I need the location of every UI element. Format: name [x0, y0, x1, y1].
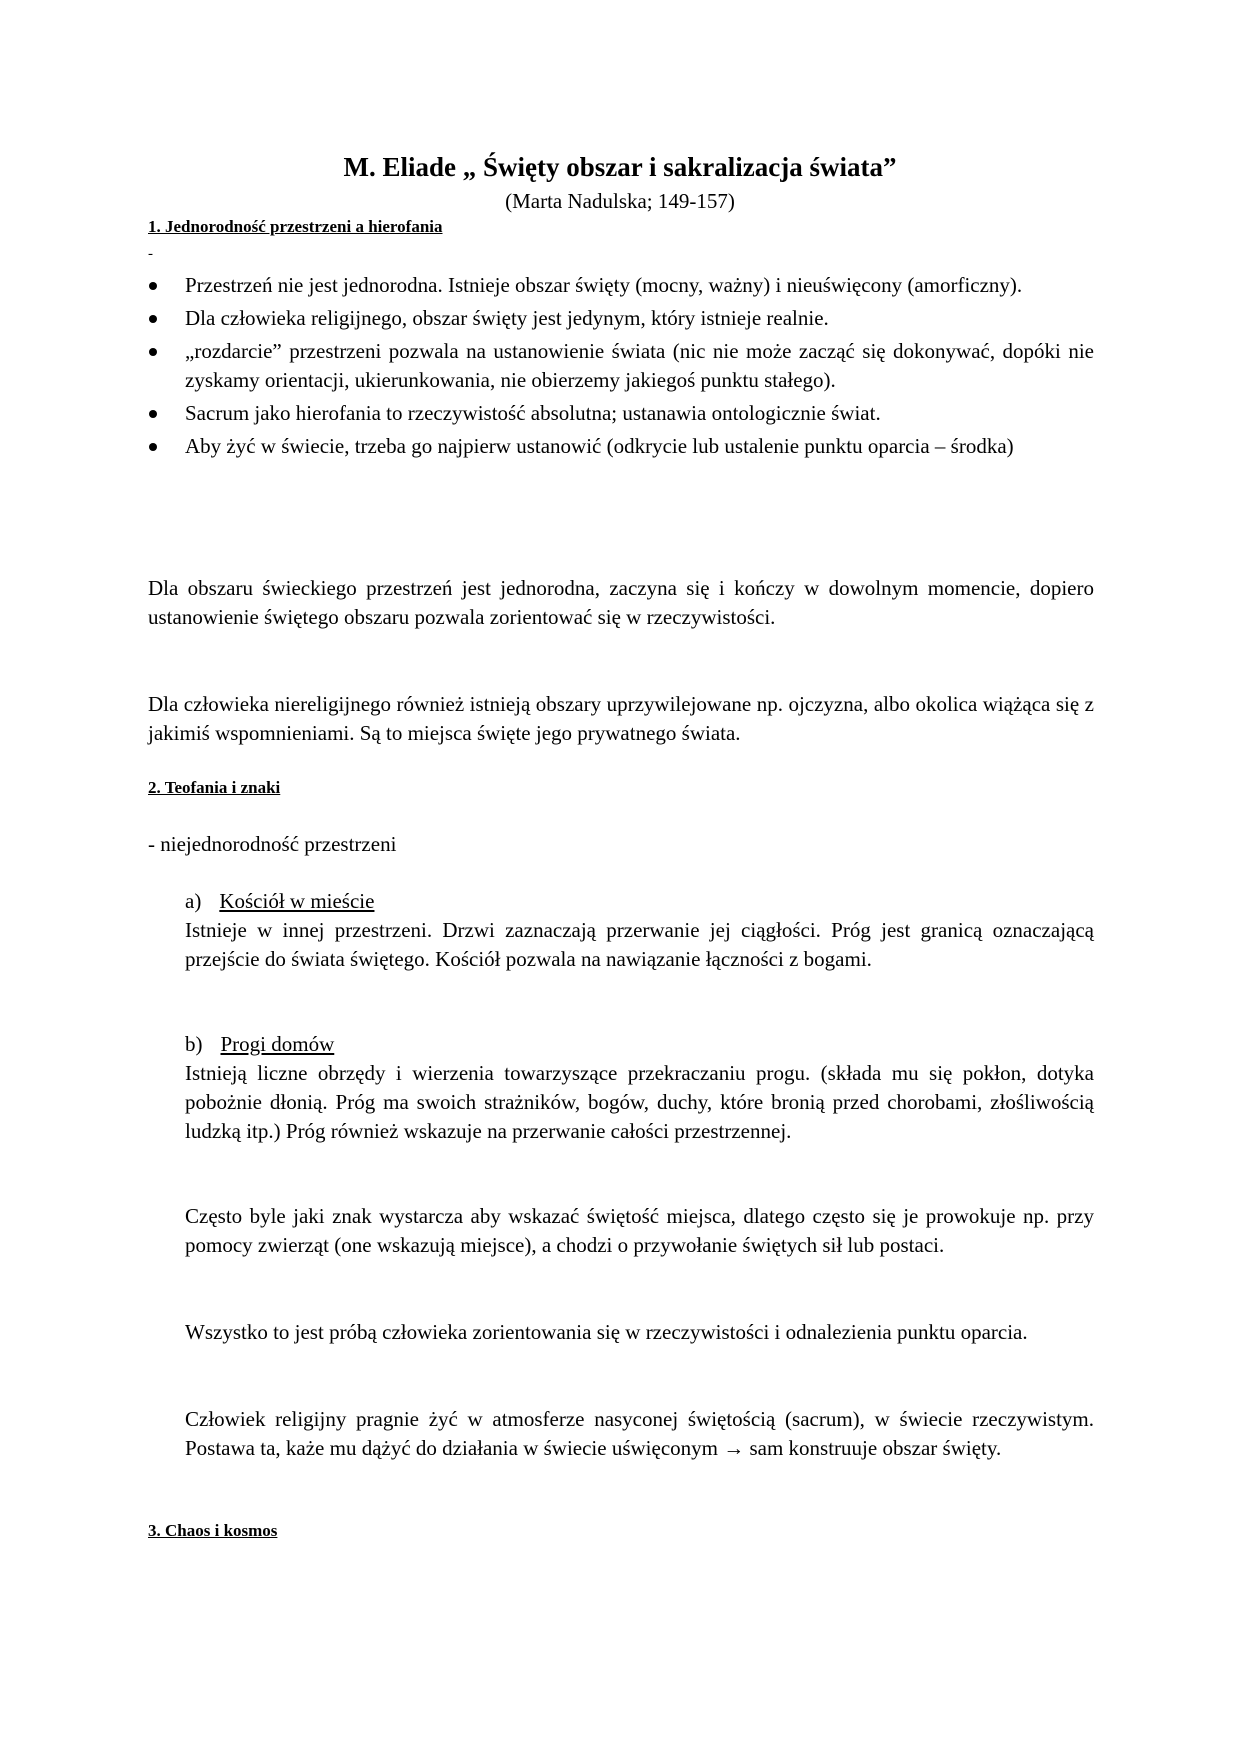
subsection-b-text: Istnieją liczne obrzędy i wierzenia towarzyszące przekraczaniu progu. (składa mu się pokłon, dotyka pobożnie dłonią. Próg ma swoich strażników, bogów, duchy, które bronią przed chorobami, złośliwością ludzką itp.) Próg również wskazuje na przerwanie całości przestrzennej. [185, 1061, 1094, 1143]
paragraph-nonreligious: Dla człowieka niereligijnego również istnieją obszary uprzywilejowane np. ojczyzna, albo okolica wiążąca się z jakimiś wspomnieniami. Są to miejsca święte jego prywatnego świata. [148, 692, 1094, 745]
paragraph-orientation: Wszystko to jest próbą człowieka zorientowania się w rzeczywistości i odnalezienia punktu oparcia. [185, 1320, 1028, 1344]
section-3-heading: 3. Chaos i kosmos [148, 1521, 278, 1540]
list-item: Aby żyć w świecie, trzeba go najpierw ustanowić (odkrycie lub ustalenie punktu oparcia – środka) [148, 432, 1094, 461]
bullet-icon [149, 315, 157, 323]
list-item: Dla człowieka religijnego, obszar święty jest jedynym, który istnieje realnie. [148, 304, 1094, 333]
bullet-icon [149, 410, 157, 418]
document-title: M. Eliade „ Święty obszar i sakralizacja świata” [343, 152, 897, 182]
subsection-b-title: Progi domów [220, 1032, 335, 1056]
subsection-a-title: Kościół w mieście [219, 889, 375, 913]
section-2-heading: 2. Teofania i znaki [148, 778, 281, 797]
list-item: Sacrum jako hierofania to rzeczywistość absolutna; ustanawia ontologicznie świat. [148, 399, 1094, 428]
list-item: „rozdarcie” przestrzeni pozwala na ustanowienie świata (nic nie może zacząć się dokonywać, dopóki nie zyskamy orientacji, ukierunkowania, nie obierzemy jakiegoś punktu stałego). [148, 337, 1094, 395]
bullet-icon [149, 282, 157, 290]
subsection-b-heading [185, 1030, 334, 1059]
paragraph-intro: - niejednorodność przestrzeni [148, 832, 397, 856]
paragraph-secular-space: Dla obszaru świeckiego przestrzeń jest jednorodna, zaczyna się i kończy w dowolnym momencie, dopiero ustanowienie świętego obszaru pozwala zorientować się w rzeczywistości. [148, 576, 1094, 629]
subsection-a-heading [185, 887, 374, 916]
dash-mark: - [148, 246, 153, 262]
bullet-icon [149, 443, 157, 451]
subsection-a-marker: a) [185, 889, 202, 913]
list-item: Przestrzeń nie jest jednorodna. Istnieje obszar święty (mocny, ważny) i nieuświęcony (amorficzny). [148, 271, 1094, 300]
document-subtitle: (Marta Nadulska; 149-157) [505, 189, 735, 213]
paragraph-signs: Często byle jaki znak wystarcza aby wskazać świętość miejsca, dlatego często się je prowokuje np. przy pomocy zwierząt (one wskazują miejsce), a chodzi o przywołanie świętych sił lub postaci. [185, 1204, 1094, 1257]
subsection-b-marker: b) [185, 1032, 203, 1056]
section-1-heading: 1. Jednorodność przestrzeni a hierofania [148, 217, 443, 236]
bullet-icon [149, 348, 157, 356]
subsection-a-text: Istnieje w innej przestrzeni. Drzwi zaznaczają przerwanie jej ciągłości. Próg jest granicą oznaczającą przejście do świata świętego. Kościół pozwala na nawiązanie łączności z bogami. [185, 918, 1094, 971]
paragraph-religious-man: Człowiek religijny pragnie żyć w atmosferze nasyconej świętością (sacrum), w świecie rzeczywistym. Postawa ta, każe mu dążyć do działania w świecie uświęconym → sam konstruuje obszar święty. [185, 1407, 1094, 1460]
section-1-bullet-list [148, 271, 1094, 465]
